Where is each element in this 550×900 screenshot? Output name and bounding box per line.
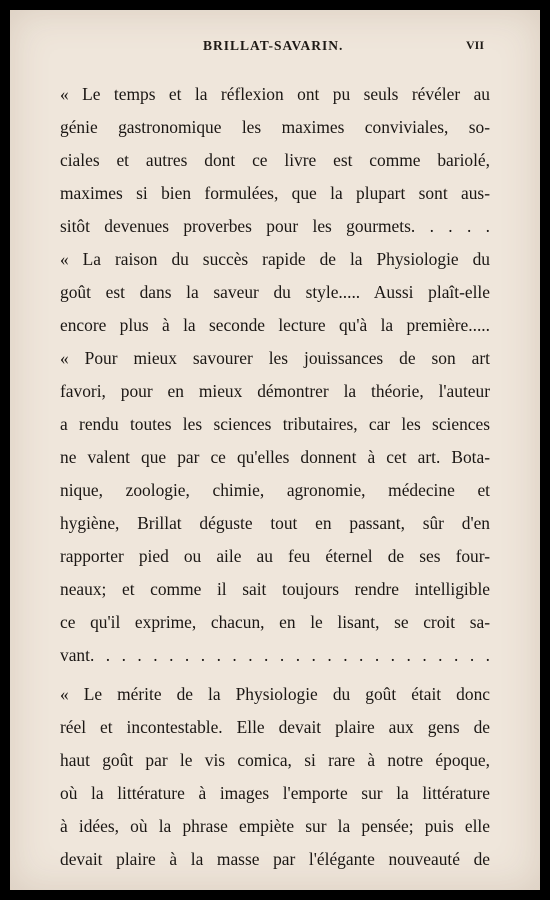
body-text bbox=[60, 78, 490, 876]
text-line: favori, pour en mieux démontrer la théorie, l'auteur bbox=[60, 381, 490, 401]
text-line: « Le temps et la réflexion ont pu seuls révéler au bbox=[60, 84, 490, 104]
page-number: VII bbox=[466, 38, 485, 52]
paragraph-1 bbox=[60, 78, 490, 243]
text-line: ne valent que par ce qu'elles donnent à cet art. Bota- bbox=[60, 447, 490, 467]
text-line: « Le mérite de la Physiologie du goût était donc bbox=[60, 684, 490, 704]
paragraph-3 bbox=[60, 342, 490, 672]
book-page bbox=[10, 10, 540, 890]
text-line: sitôt devenues proverbes pour les gourmets. . . . . bbox=[60, 216, 490, 236]
text-line: encore plus à la seconde lecture qu'à la première..... bbox=[60, 315, 490, 335]
text-line: nique, zoologie, chimie, agronomie, médecine et bbox=[60, 480, 490, 500]
text-line: maximes si bien formulées, que la plupart sont aus- bbox=[60, 183, 490, 203]
text-line: a rendu toutes les sciences tributaires, car les sciences bbox=[60, 414, 490, 434]
text-line: « La raison du succès rapide de la Physiologie du bbox=[60, 249, 490, 269]
text-line: neaux; et comme il sait toujours rendre intelligible bbox=[60, 579, 490, 599]
running-head bbox=[10, 38, 540, 58]
text-line: vant. . . . . . . . . . . . . . . . . . . . . . . . . . bbox=[60, 645, 490, 665]
text-line: haut goût par le vis comica, si rare à notre époque, bbox=[60, 750, 490, 770]
text-line: devait plaire à la masse par l'élégante nouveauté de bbox=[60, 849, 490, 869]
text-line: où la littérature à images l'emporte sur la littérature bbox=[60, 783, 490, 803]
running-title: BRILLAT-SAVARIN. bbox=[203, 38, 344, 53]
text-line: ce qu'il exprime, chacun, en le lisant, se croit sa- bbox=[60, 612, 490, 632]
text-line: réel et incontestable. Elle devait plaire aux gens de bbox=[60, 717, 490, 737]
paragraph-2 bbox=[60, 243, 490, 342]
text-line: à idées, où la phrase empiète sur la pensée; puis elle bbox=[60, 816, 490, 836]
text-line: hygiène, Brillat déguste tout en passant, sûr d'en bbox=[60, 513, 490, 533]
text-line: goût est dans la saveur du style..... Aussi plaît-elle bbox=[60, 282, 490, 302]
text-line: rapporter pied ou aile au feu éternel de ses four- bbox=[60, 546, 490, 566]
text-line: « Pour mieux savourer les jouissances de son art bbox=[60, 348, 490, 368]
text-line: ciales et autres dont ce livre est comme bariolé, bbox=[60, 150, 490, 170]
paragraph-4 bbox=[60, 678, 490, 876]
text-line: génie gastronomique les maximes conviviales, so- bbox=[60, 117, 490, 137]
